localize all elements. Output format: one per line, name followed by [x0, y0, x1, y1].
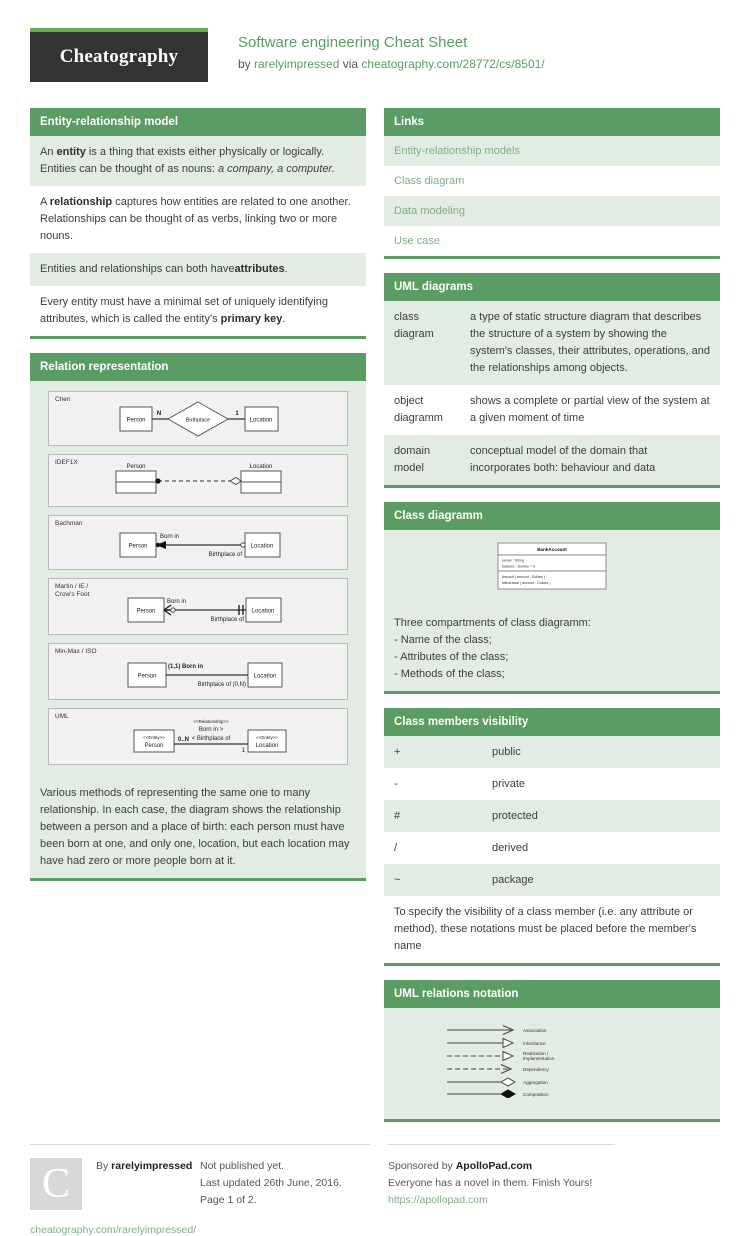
- link-item-use-case[interactable]: Use case: [394, 235, 440, 247]
- svg-text:Association: Association: [523, 1028, 547, 1033]
- sponsor-tagline: Everyone has a novel in them. Finish Yours!: [388, 1177, 593, 1189]
- description-cell: a type of static structure diagram that describes the structure of a system by showing the system's classes, their attributes, operations, and the relationships among objects.: [460, 301, 720, 385]
- figure-idef1x: [48, 454, 348, 507]
- svg-text:withdrawal ( amount : Dollars: withdrawal ( amount : Dollars ): [502, 581, 551, 585]
- svg-text:Dependency: Dependency: [523, 1067, 549, 1072]
- relation-caption: Various methods of representing the same one to many relationship. In each case, the diagram shows the relationship between a person and a place of birth: each person must have been born at one, and only one, location, but each location may have had zero or more people born at it.: [30, 777, 366, 878]
- card-body: [384, 530, 720, 694]
- figure-uml: [48, 708, 348, 765]
- term-cell: domain model: [384, 435, 460, 485]
- text-bold: primary key: [220, 313, 283, 325]
- symbol-cell: -: [394, 778, 398, 790]
- text-bold: entity: [56, 146, 86, 158]
- page-number: Page 1 of 2.: [200, 1194, 257, 1206]
- bachman-notation-diagram: [98, 521, 298, 563]
- right-column: [384, 108, 720, 1136]
- title-block: [238, 28, 545, 73]
- svg-text:Location: Location: [253, 673, 277, 680]
- erm-paragraph-4: [30, 286, 366, 336]
- table-row: [384, 768, 720, 800]
- svg-text:Implementation: Implementation: [523, 1056, 555, 1061]
- card-heading: Class members visibility: [384, 708, 720, 736]
- svg-text:< Birthplace of: < Birthplace of: [191, 736, 231, 742]
- figure-label: [55, 583, 89, 599]
- card-class-diagramm: [384, 502, 720, 694]
- card-heading: Class diagramm: [384, 502, 720, 530]
- author-profile-link[interactable]: cheatography.com/rarelyimpressed/: [30, 1224, 197, 1236]
- card-body: [384, 736, 720, 966]
- svg-text:Born in: Born in: [160, 534, 180, 540]
- footer-sponsor-block: [388, 1144, 615, 1209]
- svg-text:<<Entity>>: <<Entity>>: [256, 735, 278, 740]
- figure-label: Min-Max / ISO: [55, 648, 97, 655]
- svg-text:Location: Location: [249, 417, 273, 424]
- byline: [238, 55, 545, 73]
- svg-text:Realization /: Realization /: [523, 1051, 549, 1056]
- figure-bachman: [48, 515, 348, 570]
- meaning-cell: private: [492, 778, 526, 790]
- byline-via: via: [339, 57, 362, 71]
- svg-text:Person: Person: [137, 673, 157, 680]
- class-diagram-note: [384, 607, 720, 691]
- uml-relations-figure: [384, 1008, 720, 1119]
- text-bold: attributes: [234, 263, 285, 275]
- text-fragment: .: [284, 263, 288, 275]
- svg-text:owner : String: owner : String: [502, 558, 525, 563]
- figure-label-line2: Crow's Foot: [55, 591, 90, 598]
- sponsor-name: ApolloPad.com: [455, 1160, 533, 1172]
- card-heading: Entity-relationship model: [30, 108, 366, 136]
- svg-text:Born in >: Born in >: [198, 727, 224, 733]
- card-body: [384, 136, 720, 259]
- byline-prefix: by: [238, 57, 255, 71]
- term-cell: class diagram: [384, 301, 460, 385]
- logo-text: Cheatography: [59, 46, 179, 67]
- svg-text:1: 1: [241, 748, 245, 754]
- table-row: [384, 864, 720, 896]
- footer-by-label: By: [96, 1160, 112, 1172]
- table-row: [384, 832, 720, 864]
- card-heading: UML relations notation: [384, 980, 720, 1008]
- svg-text:Aggregation: Aggregation: [523, 1080, 548, 1085]
- svg-text:Person: Person: [128, 543, 148, 550]
- svg-text:(1,1) Born in: (1,1) Born in: [168, 664, 204, 670]
- publish-status: Not published yet.: [200, 1160, 285, 1172]
- text-fragment: Entities and relationships can both have: [40, 263, 235, 275]
- footer-sponsor-meta: [388, 1158, 592, 1209]
- text-fragment: is a thing that exists either physically or logically. Entities can be thought of as nouns:: [40, 146, 325, 175]
- link-item-entity-relationship-models[interactable]: Entity-relationship models: [384, 136, 720, 166]
- card-heading: Links: [384, 108, 720, 136]
- svg-text:N: N: [156, 411, 162, 417]
- card-body: [30, 381, 366, 881]
- footer-right: [388, 1144, 720, 1236]
- figure-martin-crows-foot: [48, 578, 348, 635]
- table-row: [384, 385, 720, 435]
- meaning-cell: package: [482, 864, 720, 896]
- description-cell: conceptual model of the domain that incorporates both: behaviour and data: [460, 435, 720, 485]
- figure-label: Bachman: [55, 520, 83, 527]
- meaning-cell: public: [482, 736, 720, 768]
- svg-text:Person: Person: [126, 464, 146, 470]
- page-header: [30, 28, 720, 90]
- card-body: [30, 136, 366, 339]
- symbol-cell: ~: [384, 864, 482, 896]
- card-heading: UML diagrams: [384, 273, 720, 301]
- meaning-cell: derived: [492, 842, 529, 854]
- svg-text:Born in: Born in: [167, 599, 187, 605]
- visibility-table: [384, 736, 720, 896]
- meaning-cell: protected: [482, 800, 720, 832]
- text-fragment: An: [40, 146, 57, 158]
- erm-paragraph-1: [30, 136, 366, 186]
- symbol-cell: +: [384, 736, 482, 768]
- sponsor-url-link[interactable]: https://apollopad.com: [388, 1194, 488, 1206]
- card-body: [384, 1008, 720, 1122]
- svg-text:<<Entity>>: <<Entity>>: [143, 735, 165, 740]
- figure-label: IDEF1X: [55, 459, 78, 466]
- table-row: [384, 736, 720, 768]
- card-body: [384, 301, 720, 488]
- term-cell: object diagramm: [394, 395, 443, 424]
- footer-publish-meta: [200, 1158, 342, 1210]
- uml-entity-notation-diagram: [98, 714, 298, 758]
- footer-left: [30, 1144, 370, 1236]
- text-fragment: captures how entities are related to one another. Relationships can be thought of as verbs, linking two or more nouns.: [40, 196, 351, 242]
- visibility-note: To specify the visibility of a class member (i.e. any attribute or method), these notations must be placed before the member's name: [384, 896, 720, 963]
- source-url-link[interactable]: cheatography.com/28772/cs/8501/: [361, 57, 545, 71]
- table-row: [384, 301, 720, 385]
- svg-text:Composition: Composition: [523, 1092, 549, 1097]
- cheatography-logo[interactable]: [30, 28, 208, 82]
- svg-text:Person: Person: [136, 608, 156, 615]
- text-fragment: A: [40, 196, 50, 208]
- svg-text:deposit ( amount : Dollars ): deposit ( amount : Dollars ): [502, 575, 546, 579]
- text-fragment: Every entity must have a minimal set of uniquely identifying attributes, which is called the entity's: [40, 296, 328, 325]
- figure-label: Chen: [55, 396, 71, 403]
- svg-text:Location: Location: [255, 743, 279, 749]
- svg-text:1: 1: [235, 411, 239, 417]
- left-column: [30, 108, 366, 1136]
- symbol-cell: /: [394, 842, 398, 854]
- text-fragment: .: [282, 313, 286, 325]
- svg-text:<<Relationship>>: <<Relationship>>: [193, 719, 229, 724]
- content-columns: [30, 108, 720, 1136]
- footer-author-name: rarelyimpressed: [111, 1160, 193, 1172]
- note-item-name: - Name of the class;: [394, 634, 492, 646]
- symbol-cell: #: [384, 800, 482, 832]
- footer-publish-block: [200, 1144, 370, 1210]
- page-title: Software engineering Cheat Sheet: [238, 34, 468, 51]
- card-relation-representation: [30, 353, 366, 881]
- figure-min-max-iso: [48, 643, 348, 700]
- chen-notation-diagram: [98, 397, 298, 439]
- note-item-methods: - Methods of the class;: [394, 668, 505, 680]
- table-row: [384, 800, 720, 832]
- erm-paragraph-2: [30, 186, 366, 253]
- note-item-attributes: - Attributes of the class;: [394, 651, 509, 663]
- text-italic: a company, a computer.: [217, 163, 335, 175]
- svg-text:Location: Location: [249, 464, 273, 470]
- text-bold: relationship: [49, 196, 113, 208]
- svg-text:Location: Location: [251, 608, 275, 615]
- figure-label-line1: Martin / IE /: [55, 583, 89, 590]
- avatar: C: [30, 1158, 82, 1210]
- link-item-data-modeling[interactable]: Data modeling: [384, 196, 720, 226]
- svg-text:Inheritance: Inheritance: [523, 1041, 546, 1046]
- svg-text:Location: Location: [250, 543, 274, 550]
- card-uml-relations-notation: [384, 980, 720, 1122]
- svg-text:Birthplace of: Birthplace of: [210, 617, 244, 623]
- page-footer: [30, 1142, 720, 1236]
- svg-text:Birthplace: Birthplace: [185, 417, 211, 424]
- svg-text:BankAccount: BankAccount: [537, 547, 567, 552]
- description-cell: shows a complete or partial view of the system at a given moment of time: [470, 395, 710, 424]
- svg-text:Person: Person: [144, 743, 164, 749]
- footer-author-meta: [96, 1158, 192, 1210]
- svg-text:balance : Dollars = 0: balance : Dollars = 0: [502, 564, 535, 569]
- footer-author-block: [30, 1144, 200, 1210]
- sponsor-line: [388, 1158, 592, 1175]
- crows-foot-notation-diagram: [98, 584, 298, 628]
- card-links: [384, 108, 720, 259]
- bankaccount-class-diagram: [497, 542, 607, 590]
- svg-text:0..N: 0..N: [178, 737, 190, 743]
- sponsor-prefix: Sponsored by: [388, 1160, 456, 1172]
- card-heading: Relation representation: [30, 353, 366, 381]
- svg-text:Birthplace of: Birthplace of: [208, 552, 242, 558]
- card-uml-diagrams: [384, 273, 720, 488]
- card-class-members-visibility: [384, 708, 720, 966]
- idef1x-notation-diagram: [98, 460, 298, 500]
- uml-diagrams-table: [384, 301, 720, 485]
- table-row: [384, 435, 720, 485]
- class-diagram-figure: [384, 530, 720, 607]
- link-item-class-diagram[interactable]: Class diagram: [394, 175, 465, 187]
- svg-text:Birthplace of (0,N): Birthplace of (0,N): [197, 682, 246, 688]
- author-link[interactable]: rarelyimpressed: [254, 57, 340, 71]
- relation-figures: [30, 381, 366, 777]
- svg-text:Person: Person: [126, 417, 146, 424]
- min-max-iso-notation-diagram: [98, 649, 298, 693]
- figure-chen: [48, 391, 348, 446]
- card-entity-relationship-model: [30, 108, 366, 339]
- last-updated: Last updated 26th June, 2016.: [200, 1177, 342, 1189]
- uml-relations-legend-diagram: [437, 1022, 667, 1098]
- erm-paragraph-3: [30, 253, 366, 286]
- figure-label: UML: [55, 713, 69, 720]
- note-title: Three compartments of class diagramm:: [394, 617, 591, 629]
